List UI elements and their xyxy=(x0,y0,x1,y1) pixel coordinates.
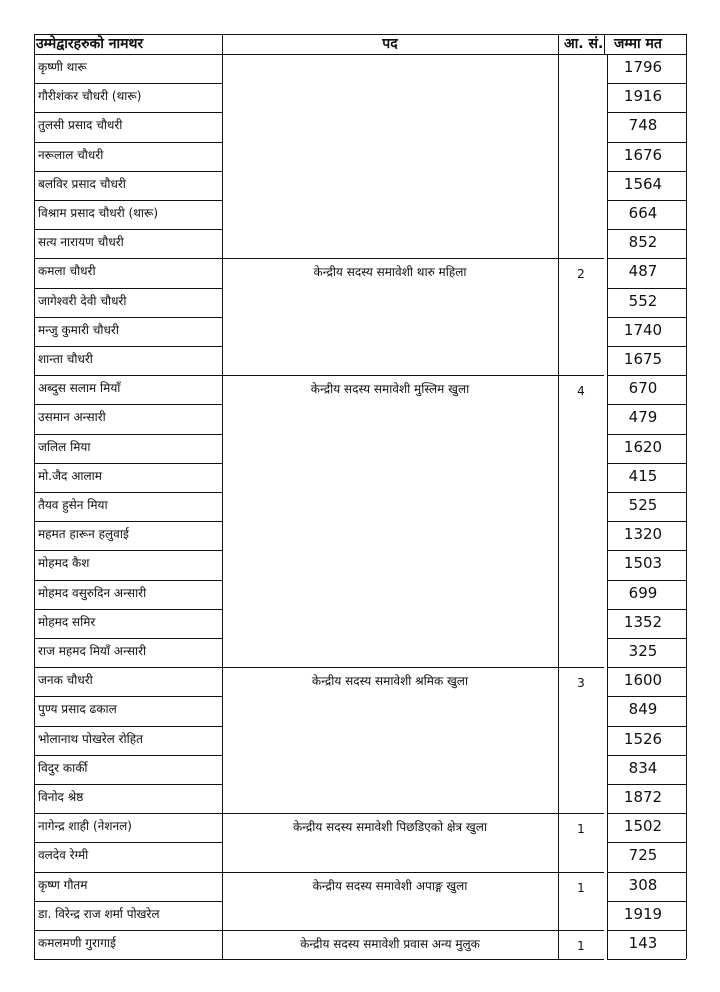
vote-row-border xyxy=(607,404,686,405)
group-post: केन्द्रीय सदस्य समावेशी पिछडिएको क्षेत्र खुला xyxy=(293,820,487,835)
name-row-border xyxy=(34,580,222,581)
vote-count: 1675 xyxy=(623,350,663,368)
name-row-border xyxy=(34,171,222,172)
candidate-name: मोहमद समिर xyxy=(38,614,96,629)
name-row-border xyxy=(34,638,222,639)
group-separator xyxy=(222,930,604,931)
vote-count: 1919 xyxy=(623,904,663,923)
candidate-name: मोहमद कैश xyxy=(38,556,90,571)
vote-count: 1916 xyxy=(623,87,663,106)
vote-row-border xyxy=(607,959,686,960)
group-post: केन्द्रीय सदस्य समावेशी मुस्लिम खुला xyxy=(310,382,470,397)
candidate-name: जनक चौधरी xyxy=(38,673,93,688)
candidate-name: डा. विरेन्द्र राज शर्मा पोखरेल xyxy=(38,906,160,921)
vote-row-border xyxy=(607,609,686,610)
name-row-border xyxy=(34,83,222,84)
group-post: केन्द्रीय सदस्य समावेशी अपाङ्ग खुला xyxy=(312,878,468,893)
vote-count: 1526 xyxy=(623,729,663,748)
vote-row-border xyxy=(607,521,686,522)
candidate-name: वलदेव रेग्मी xyxy=(38,848,89,863)
vote-row-border xyxy=(607,171,686,172)
group-post: केन्द्रीय सदस्य समावेशी प्रवास अन्य मुलुक xyxy=(300,937,480,951)
name-row-border xyxy=(34,346,222,347)
vote-row-border xyxy=(607,755,686,756)
group-separator xyxy=(222,813,604,814)
name-row-border xyxy=(34,434,222,435)
vote-row-border xyxy=(607,346,686,347)
vote-count: 1620 xyxy=(623,437,663,456)
vote-count: 525 xyxy=(628,496,658,514)
candidate-name: बलविर प्रसाद चौधरी xyxy=(38,176,126,191)
vote-count: 699 xyxy=(628,583,658,602)
vote-count: 1564 xyxy=(623,174,663,193)
group-seats: 4 xyxy=(577,384,585,399)
group-seats: 1 xyxy=(577,822,585,837)
group-separator xyxy=(222,872,604,873)
name-row-border xyxy=(34,959,222,960)
name-row-border xyxy=(34,404,222,405)
vote-count: 308 xyxy=(628,875,658,894)
header-right-border xyxy=(686,34,687,54)
name-row-border xyxy=(34,142,222,143)
candidate-name: तुलसी प्रसाद चौधरी xyxy=(38,118,123,133)
vote-row-border xyxy=(607,288,686,289)
candidate-name: सत्य नारायण चौधरी xyxy=(38,235,124,250)
group-seats: 1 xyxy=(577,880,585,895)
name-row-border xyxy=(34,609,222,610)
candidate-name: पुण्य प्रसाद ढकाल xyxy=(38,702,117,717)
candidate-name: कृष्ण गौतम xyxy=(38,877,88,892)
candidate-name: जागेश्वरी देवी चौधरी xyxy=(38,293,127,308)
group-separator xyxy=(222,375,604,376)
vote-row-border xyxy=(607,930,686,931)
candidate-name: विश्राम प्रसाद चौधरी (थारू) xyxy=(38,206,159,220)
group-separator xyxy=(222,667,604,668)
candidate-name: उसमान अन्सारी xyxy=(38,410,106,425)
vote-row-border xyxy=(607,872,686,873)
candidate-name: कृष्णी थारू xyxy=(38,60,87,74)
vote-row-border xyxy=(607,142,686,143)
group-separator xyxy=(222,959,604,960)
vote-count: 1740 xyxy=(623,320,663,339)
name-row-border xyxy=(34,288,222,289)
name-row-border xyxy=(34,813,222,814)
vote-row-border xyxy=(607,638,686,639)
column-divider-name-post xyxy=(222,54,223,959)
header-seats: आ. सं. xyxy=(564,36,604,52)
name-row-border xyxy=(34,755,222,756)
header-left-border xyxy=(34,34,35,54)
name-row-border xyxy=(34,842,222,843)
vote-count: 1872 xyxy=(623,788,663,806)
group-seats: 1 xyxy=(577,939,585,953)
vote-count: 1502 xyxy=(623,817,663,836)
vote-count: 1600 xyxy=(623,671,663,690)
vote-count: 1676 xyxy=(623,145,663,164)
header-votes: जम्मा मत xyxy=(614,36,662,52)
vote-row-border xyxy=(607,580,686,581)
vote-box-left-border xyxy=(607,54,608,959)
vote-row-border xyxy=(607,375,686,376)
vote-row-border xyxy=(607,258,686,259)
name-row-border xyxy=(34,258,222,259)
vote-row-border xyxy=(607,784,686,785)
candidate-name: राज महमद मियाँ अन्सारी xyxy=(38,644,147,658)
vote-count: 325 xyxy=(628,642,658,660)
vote-count: 748 xyxy=(628,116,658,135)
vote-count: 415 xyxy=(628,466,658,485)
header-divider-name-post xyxy=(222,34,223,54)
group-separator xyxy=(222,258,604,259)
vote-count: 1503 xyxy=(623,554,663,573)
vote-count: 1796 xyxy=(623,58,663,76)
candidate-name: तैयव हुसेन मिया xyxy=(38,498,108,512)
header-divider-post-seats xyxy=(558,34,559,54)
group-post: केन्द्रीय सदस्य समावेशी श्रमिक खुला xyxy=(311,674,469,689)
header-divider-seats-votes xyxy=(604,34,605,54)
vote-count: 725 xyxy=(628,846,658,865)
header-post: पद xyxy=(382,36,398,52)
vote-row-border xyxy=(607,550,686,551)
name-row-border xyxy=(34,550,222,551)
vote-count: 479 xyxy=(628,408,658,427)
vote-row-border xyxy=(607,726,686,727)
candidate-name: विनोद श्रेष्ठ xyxy=(38,790,84,804)
candidate-name: कमला चौधरी xyxy=(38,264,96,279)
group-seats: 2 xyxy=(577,267,585,282)
name-row-border xyxy=(34,726,222,727)
table-top-border xyxy=(34,34,686,35)
candidate-name: मोहमद वसुरुदिन अन्सारी xyxy=(38,585,147,600)
vote-count: 1320 xyxy=(623,525,663,544)
name-row-border xyxy=(34,463,222,464)
vote-row-border xyxy=(607,434,686,435)
candidate-name: अब्दुस सलाम मियाँ xyxy=(38,381,121,396)
candidate-name: भोलानाथ पोखरेल रोहित xyxy=(38,731,143,746)
vote-row-border xyxy=(607,667,686,668)
vote-row-border xyxy=(607,317,686,318)
name-row-border xyxy=(34,317,222,318)
vote-count: 487 xyxy=(628,262,658,281)
name-row-border xyxy=(34,492,222,493)
header-name: उम्मेद्वारहरुको नामथर xyxy=(36,36,144,52)
vote-row-border xyxy=(607,200,686,201)
candidate-name: नागेन्द्र शाही (नेशनल) xyxy=(38,819,132,834)
group-seats: 3 xyxy=(577,676,585,691)
table-right-border xyxy=(686,54,687,959)
candidate-name: मन्जु कुमारी चौधरी xyxy=(38,322,119,337)
table-left-border xyxy=(34,54,35,959)
name-row-border xyxy=(34,112,222,113)
candidate-name: शान्ता चौधरी xyxy=(38,352,93,366)
vote-count: 1352 xyxy=(623,612,663,631)
candidate-name: जलिल मिया xyxy=(38,439,91,454)
vote-row-border xyxy=(607,901,686,902)
name-row-border xyxy=(34,930,222,931)
vote-row-border xyxy=(607,492,686,493)
name-row-border xyxy=(34,872,222,873)
candidate-name: विदुर कार्की xyxy=(38,760,88,775)
vote-count: 664 xyxy=(628,204,658,222)
vote-count: 552 xyxy=(628,291,658,310)
candidate-name: महमत हारून हलुवाई xyxy=(38,527,129,542)
vote-count: 852 xyxy=(628,233,658,252)
vote-count: 849 xyxy=(628,700,658,719)
candidate-name: गौरीशंकर चौधरी (थारू) xyxy=(38,89,142,104)
vote-row-border xyxy=(607,463,686,464)
name-row-border xyxy=(34,667,222,668)
name-row-border xyxy=(34,784,222,785)
candidate-name: नरूलाल चौधरी xyxy=(38,147,104,162)
name-row-border xyxy=(34,375,222,376)
vote-row-border xyxy=(607,813,686,814)
name-row-border xyxy=(34,200,222,201)
vote-count: 834 xyxy=(628,758,658,777)
name-row-border xyxy=(34,696,222,697)
candidate-name: मो.जैद आलाम xyxy=(38,468,102,483)
vote-row-border xyxy=(607,842,686,843)
name-row-border xyxy=(34,521,222,522)
name-row-border xyxy=(34,901,222,902)
vote-row-border xyxy=(607,696,686,697)
vote-row-border xyxy=(607,112,686,113)
header-bottom-border xyxy=(34,54,686,55)
vote-count: 670 xyxy=(628,379,658,398)
vote-row-border xyxy=(607,83,686,84)
vote-count: 143 xyxy=(628,934,658,952)
candidate-name: कमलमणी गुरागाई xyxy=(38,936,116,950)
group-post: केन्द्रीय सदस्य समावेशी थारु महिला xyxy=(313,265,467,280)
column-divider-post-seats xyxy=(558,54,559,959)
vote-row-border xyxy=(607,229,686,230)
name-row-border xyxy=(34,229,222,230)
